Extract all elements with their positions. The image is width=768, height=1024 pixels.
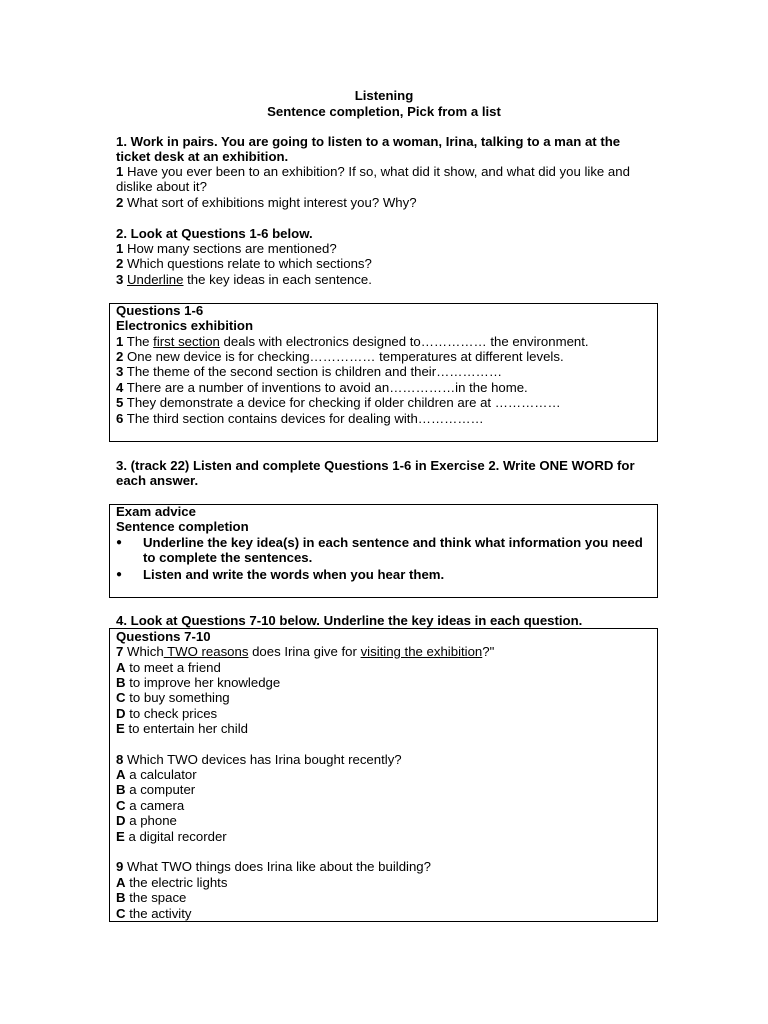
exam-advice-title: Exam advice: [116, 504, 196, 519]
question-8-option-b: B a computer: [116, 782, 196, 797]
questions-1-6-title: Questions 1-6: [116, 303, 204, 318]
question-2: 2 One new device is for checking…………… temperatures at different levels.: [116, 349, 564, 364]
bullet-icon: ●: [116, 569, 123, 580]
exercise-1-heading: 1. Work in pairs. You are going to listen to a woman, Irina, talking to a man at the ticket desk at an exhibition.: [116, 134, 621, 165]
question-9: 9 What TWO things does Irina like about the building?: [116, 859, 431, 874]
question-5: 5 They demonstrate a device for checking if older children are at ……………: [116, 395, 561, 410]
question-6: 6 The third section contains devices for dealing with……………: [116, 411, 484, 426]
question-3: 3 The theme of the second section is children and their……………: [116, 364, 503, 379]
question-4: 4 There are a number of inventions to avoid an……………in the home.: [116, 380, 528, 395]
question-9-option-a: A the electric lights: [116, 875, 228, 890]
question-7: 7 Which TWO reasons does Irina give for visiting the exhibition?": [116, 644, 495, 659]
exercise-2-question-2: 2 Which questions relate to which sections?: [116, 256, 372, 271]
exercise-2-question-3: 3 Underline the key ideas in each sentence.: [116, 272, 372, 287]
question-8-option-d: D a phone: [116, 813, 177, 828]
questions-1-6-subtitle: Electronics exhibition: [116, 318, 254, 333]
exercise-3-heading: 3. (track 22) Listen and complete Questions 1-6 in Exercise 2. Write ONE WORD for each answer.: [116, 458, 635, 489]
exam-advice-bullet-2: Listen and write the words when you hear them.: [143, 567, 445, 582]
question-7-option-c: C to buy something: [116, 690, 230, 705]
bullet-icon: ●: [116, 537, 123, 548]
page-subtitle: Sentence completion, Pick from a list: [267, 104, 501, 119]
question-8-option-a: A a calculator: [116, 767, 197, 782]
exercise-1-question-2: 2 What sort of exhibitions might interest you? Why?: [116, 195, 417, 210]
exercise-4-heading: 4. Look at Questions 7-10 below. Underline the key ideas in each question.: [116, 613, 583, 628]
question-1: 1 The first section deals with electronics designed to…………… the environment.: [116, 334, 589, 349]
question-8: 8 Which TWO devices has Irina bought recently?: [116, 752, 402, 767]
question-7-option-e: E to entertain her child: [116, 721, 248, 736]
question-9-option-c: C the activity: [116, 906, 192, 921]
questions-7-10-title: Questions 7-10: [116, 629, 211, 644]
question-7-option-d: D to check prices: [116, 706, 218, 721]
question-7-option-a: A to meet a friend: [116, 660, 221, 675]
question-8-option-e: E a digital recorder: [116, 829, 227, 844]
question-7-option-b: B to improve her knowledge: [116, 675, 281, 690]
question-9-option-b: B the space: [116, 890, 187, 905]
exercise-2-question-1: 1 How many sections are mentioned?: [116, 241, 337, 256]
exam-advice-subtitle: Sentence completion: [116, 519, 249, 534]
page-title: Listening: [354, 88, 414, 103]
exercise-1-question-1: 1 Have you ever been to an exhibition? If so, what did it show, and what did you like and dislike about it?: [116, 164, 630, 195]
exam-advice-bullet-1: Underline the key idea(s) in each sentence and think what information you need to complete the sentences.: [143, 535, 643, 566]
question-8-option-c: C a camera: [116, 798, 185, 813]
exercise-2-heading: 2. Look at Questions 1-6 below.: [116, 226, 313, 241]
